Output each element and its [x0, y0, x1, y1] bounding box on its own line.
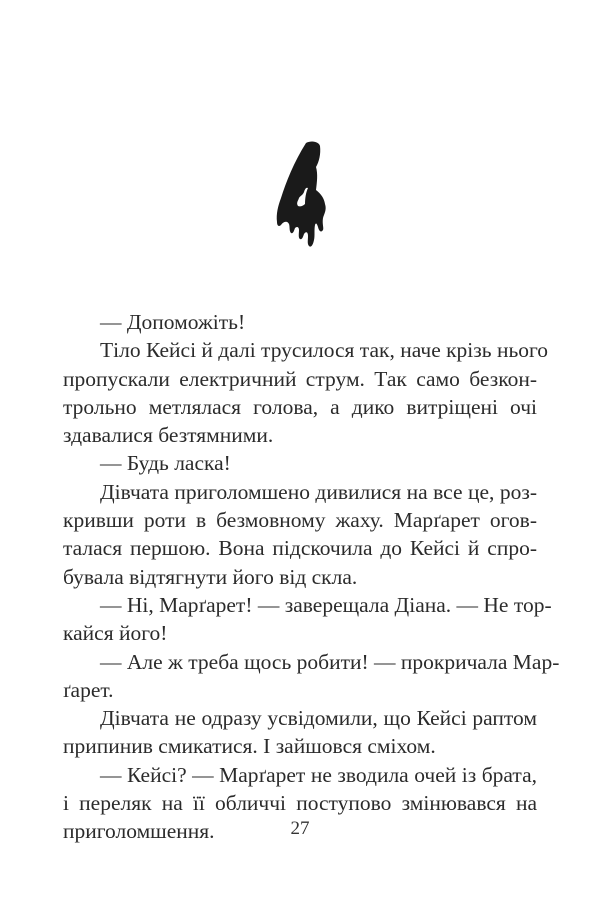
text-line: Дівчата приголомшено дивилися на все це, роз- — [100, 479, 537, 504]
body-text — [63, 308, 560, 846]
text-line: кайся його! — [63, 621, 168, 646]
text-line: пропускали електричний струм. Так само безкон- — [63, 366, 537, 391]
text-line: приголомшення. — [63, 819, 215, 844]
text-line: і переляк на її обличчі поступово змінювався на — [63, 791, 537, 816]
text-line: припинив смикатися. І зайшовся сміхом. — [63, 734, 436, 759]
text-line: ґарет. — [63, 677, 114, 702]
text-line: трольно метлялася голова, а дико витріщені очі — [63, 394, 537, 419]
text-line: здавалися безтямними. — [63, 423, 274, 448]
text-line: Тіло Кейсі й далі трусилося так, наче крізь нього — [100, 338, 549, 363]
text-line: — Кейсі? — Марґарет не зводила очей із брата, — [100, 762, 537, 787]
text-line: талася першою. Вона підскочила до Кейсі й спро- — [63, 536, 537, 561]
text-line: — Ні, Марґарет! — заверещала Діана. — Не тор- — [100, 592, 552, 617]
text-line: бувала відтягнути його від скла. — [63, 564, 358, 589]
chapter-number-four-icon — [272, 140, 342, 255]
text-line: — Але ж треба щось робити! — прокричала Мар- — [100, 649, 560, 674]
page-number: 27 — [290, 818, 310, 839]
text-line: Дівчата не одразу усвідомили, що Кейсі раптом — [100, 706, 537, 731]
text-line: кривши роти в безмовному жаху. Марґарет огов- — [63, 508, 537, 533]
text-line: — Будь ласка! — [100, 451, 231, 476]
text-line: — Допоможіть! — [100, 310, 246, 334]
